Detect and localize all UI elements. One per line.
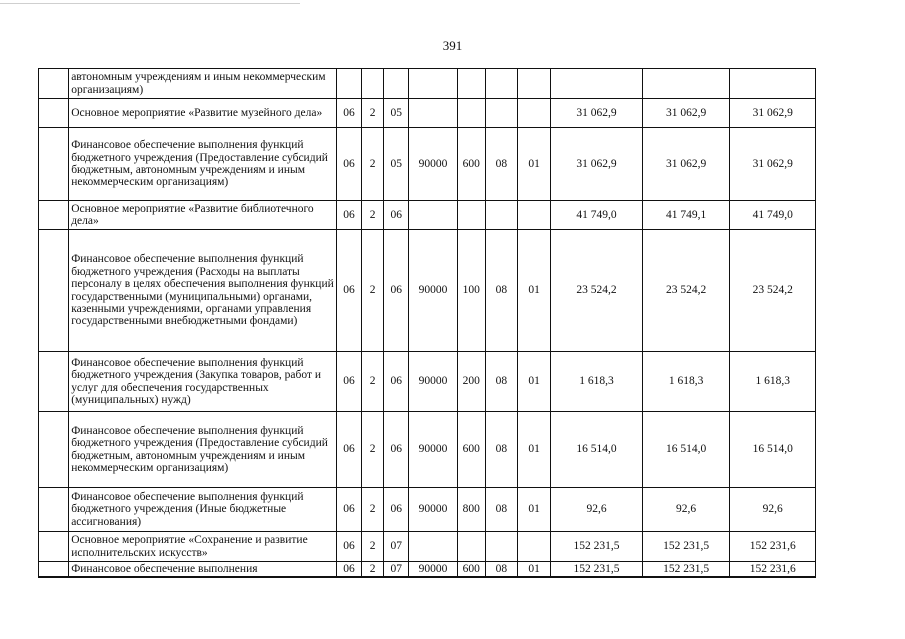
- code-cell-c3: 06: [384, 230, 409, 352]
- code-cell-c7: 01: [518, 412, 551, 488]
- amount-cell-v3: 152 231,6: [730, 562, 816, 577]
- amount-cell-v1: 16 514,0: [551, 412, 643, 488]
- code-cell-c4: 90000: [409, 412, 457, 488]
- code-cell-c6: [485, 99, 517, 128]
- table-row: [39, 412, 816, 488]
- amount-cell-v2: 1 618,3: [642, 352, 730, 412]
- code-cell-c2: 2: [362, 488, 384, 532]
- amount-cell-v2: [642, 69, 730, 99]
- code-cell-c3: 06: [384, 488, 409, 532]
- code-cell-c1: 06: [336, 412, 361, 488]
- amount-cell-v1: [551, 69, 643, 99]
- item-name-cell: Финансовое обеспечение выполнения: [69, 562, 337, 577]
- amount-cell-v3: 92,6: [730, 488, 816, 532]
- code-cell-c1: 06: [336, 128, 361, 201]
- code-cell-c2: [362, 69, 384, 99]
- code-cell-c4: 90000: [409, 230, 457, 352]
- code-cell-c6: 08: [485, 352, 517, 412]
- code-cell-c2: 2: [362, 532, 384, 562]
- code-cell-c6: [485, 69, 517, 99]
- table-row: [39, 488, 816, 532]
- code-cell-c4: 90000: [409, 352, 457, 412]
- amount-cell-v3: [730, 69, 816, 99]
- table-row: [39, 128, 816, 201]
- code-cell-c5: [457, 69, 485, 99]
- amount-cell-v1: 152 231,5: [551, 562, 643, 577]
- page-number: 391: [442, 38, 463, 53]
- code-cell-c7: 01: [518, 488, 551, 532]
- item-name-cell: Финансовое обеспечение выполнения функций бюджетного учреждения (Закупка товаров, работ и услуг для обеспечения государственных (муниципальных) нужд): [69, 352, 337, 412]
- amount-cell-v3: 152 231,6: [730, 532, 816, 562]
- code-cell-c6: [485, 532, 517, 562]
- code-cell-c1: 06: [336, 352, 361, 412]
- code-cell-c2: 2: [362, 128, 384, 201]
- table-row: [39, 352, 816, 412]
- code-cell-c7: 01: [518, 230, 551, 352]
- row-index-cell: [39, 532, 69, 562]
- row-index-cell: [39, 99, 69, 128]
- amount-cell-v1: 152 231,5: [551, 532, 643, 562]
- budget-table: [38, 68, 816, 578]
- code-cell-c4: [409, 99, 457, 128]
- row-index-cell: [39, 562, 69, 577]
- amount-cell-v2: 31 062,9: [642, 128, 730, 201]
- code-cell-c3: 07: [384, 562, 409, 577]
- code-cell-c1: 06: [336, 532, 361, 562]
- row-index-cell: [39, 412, 69, 488]
- code-cell-c1: 06: [336, 562, 361, 577]
- code-cell-c2: 2: [362, 99, 384, 128]
- amount-cell-v2: 23 524,2: [642, 230, 730, 352]
- item-name-cell: Основное мероприятие «Развитие музейного дела»: [69, 99, 337, 128]
- item-name-cell: Финансовое обеспечение выполнения функций бюджетного учреждения (Иные бюджетные ассигнования): [69, 488, 337, 532]
- amount-cell-v3: 1 618,3: [730, 352, 816, 412]
- code-cell-c5: [457, 99, 485, 128]
- code-cell-c5: [457, 532, 485, 562]
- code-cell-c7: [518, 532, 551, 562]
- row-index-cell: [39, 201, 69, 230]
- code-cell-c4: [409, 201, 457, 230]
- code-cell-c6: 08: [485, 412, 517, 488]
- code-cell-c7: 01: [518, 128, 551, 201]
- row-index-cell: [39, 488, 69, 532]
- code-cell-c3: 07: [384, 532, 409, 562]
- code-cell-c6: 08: [485, 488, 517, 532]
- code-cell-c4: 90000: [409, 562, 457, 577]
- code-cell-c5: 600: [457, 562, 485, 577]
- scan-edge-line: [0, 3, 300, 4]
- code-cell-c6: 08: [485, 128, 517, 201]
- code-cell-c3: 06: [384, 201, 409, 230]
- code-cell-c1: 06: [336, 488, 361, 532]
- table-row: [39, 532, 816, 562]
- amount-cell-v1: 23 524,2: [551, 230, 643, 352]
- amount-cell-v2: 41 749,1: [642, 201, 730, 230]
- amount-cell-v3: 31 062,9: [730, 128, 816, 201]
- amount-cell-v1: 1 618,3: [551, 352, 643, 412]
- amount-cell-v1: 92,6: [551, 488, 643, 532]
- table-row: [39, 230, 816, 352]
- amount-cell-v2: 152 231,5: [642, 532, 730, 562]
- code-cell-c4: 90000: [409, 488, 457, 532]
- code-cell-c2: 2: [362, 352, 384, 412]
- code-cell-c2: 2: [362, 230, 384, 352]
- code-cell-c5: 800: [457, 488, 485, 532]
- code-cell-c7: 01: [518, 562, 551, 577]
- table-row: [39, 69, 816, 99]
- code-cell-c1: 06: [336, 201, 361, 230]
- table-row: [39, 201, 816, 230]
- amount-cell-v2: 16 514,0: [642, 412, 730, 488]
- code-cell-c7: [518, 201, 551, 230]
- amount-cell-v3: 31 062,9: [730, 99, 816, 128]
- code-cell-c7: [518, 69, 551, 99]
- code-cell-c7: [518, 99, 551, 128]
- code-cell-c3: 06: [384, 352, 409, 412]
- item-name-cell: автономным учреждениям и иным некоммерческим организациям): [69, 69, 337, 99]
- amount-cell-v1: 31 062,9: [551, 99, 643, 128]
- row-index-cell: [39, 352, 69, 412]
- code-cell-c2: 2: [362, 412, 384, 488]
- code-cell-c2: 2: [362, 201, 384, 230]
- row-index-cell: [39, 230, 69, 352]
- amount-cell-v3: 16 514,0: [730, 412, 816, 488]
- amount-cell-v2: 92,6: [642, 488, 730, 532]
- code-cell-c4: 90000: [409, 128, 457, 201]
- amount-cell-v2: 31 062,9: [642, 99, 730, 128]
- row-index-cell: [39, 69, 69, 99]
- item-name-cell: Финансовое обеспечение выполнения функций бюджетного учреждения (Предоставление субсидий бюджетным, автономным учреждениям и иным некоммерческим организациям): [69, 128, 337, 201]
- code-cell-c6: 08: [485, 230, 517, 352]
- amount-cell-v3: 23 524,2: [730, 230, 816, 352]
- amount-cell-v1: 41 749,0: [551, 201, 643, 230]
- code-cell-c3: [384, 69, 409, 99]
- code-cell-c1: 06: [336, 99, 361, 128]
- item-name-cell: Финансовое обеспечение выполнения функций бюджетного учреждения (Предоставление субсидий бюджетным, автономным учреждениям и иным некоммерческим организациям): [69, 412, 337, 488]
- code-cell-c7: 01: [518, 352, 551, 412]
- code-cell-c5: 600: [457, 412, 485, 488]
- code-cell-c2: 2: [362, 562, 384, 577]
- code-cell-c3: 05: [384, 99, 409, 128]
- code-cell-c4: [409, 532, 457, 562]
- table-body: [39, 69, 816, 577]
- item-name-cell: Основное мероприятие «Развитие библиотечного дела»: [69, 201, 337, 230]
- item-name-cell: Основное мероприятие «Сохранение и развитие исполнительских искусств»: [69, 532, 337, 562]
- code-cell-c5: 100: [457, 230, 485, 352]
- table-row: [39, 562, 816, 577]
- code-cell-c5: [457, 201, 485, 230]
- table-row: [39, 99, 816, 128]
- code-cell-c3: 05: [384, 128, 409, 201]
- amount-cell-v1: 31 062,9: [551, 128, 643, 201]
- amount-cell-v3: 41 749,0: [730, 201, 816, 230]
- code-cell-c1: [336, 69, 361, 99]
- item-name-cell: Финансовое обеспечение выполнения функций бюджетного учреждения (Расходы на выплаты персоналу в целях обеспечения выполнения функций государственными (муниципальными) органами, казенными учреждениями, органами управления государственными внебюджетными фондами): [69, 230, 337, 352]
- code-cell-c3: 06: [384, 412, 409, 488]
- code-cell-c4: [409, 69, 457, 99]
- code-cell-c5: 600: [457, 128, 485, 201]
- code-cell-c6: [485, 201, 517, 230]
- row-index-cell: [39, 128, 69, 201]
- code-cell-c5: 200: [457, 352, 485, 412]
- code-cell-c1: 06: [336, 230, 361, 352]
- amount-cell-v2: 152 231,5: [642, 562, 730, 577]
- code-cell-c6: 08: [485, 562, 517, 577]
